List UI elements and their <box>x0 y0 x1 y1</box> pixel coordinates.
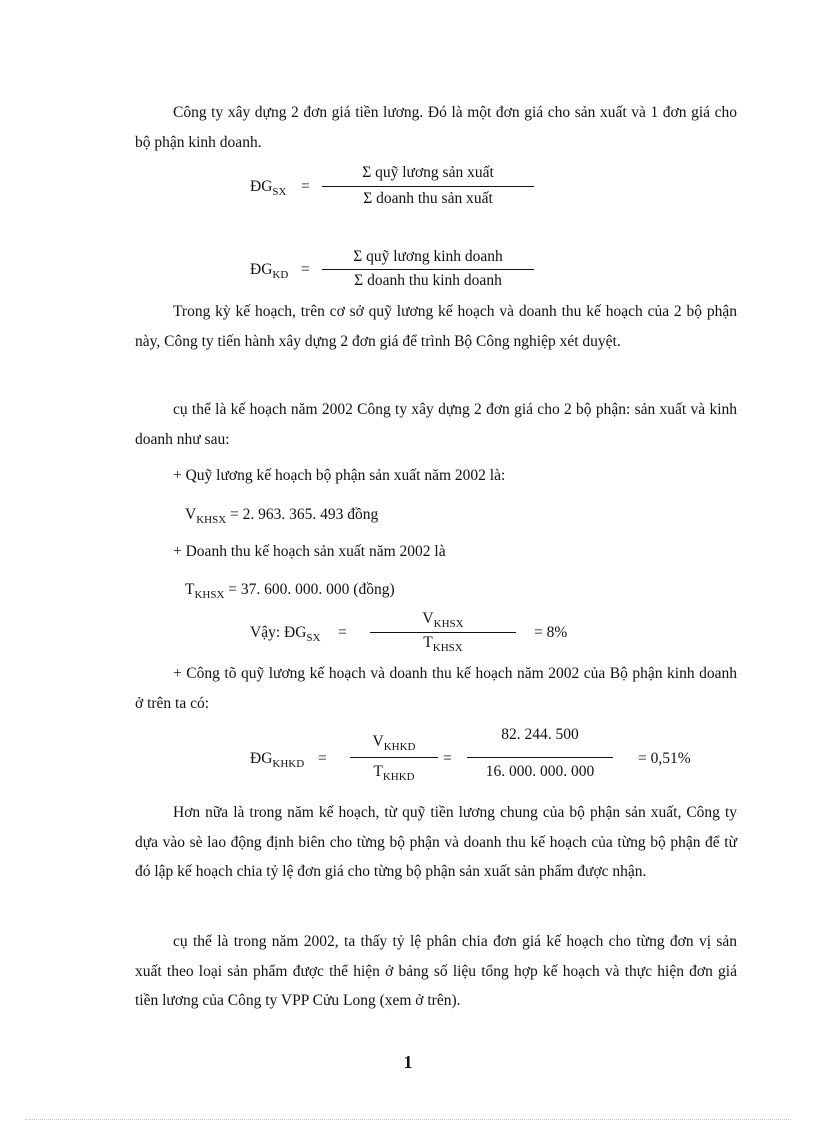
formula-vay-denominator: $T_{KHSX}$ <box>423 634 463 654</box>
item-quy-luong: + Quỹ lương kế hoạch bộ phận sản xuất năm 2002 là: <box>173 467 506 484</box>
paragraph-hon-nua: Hơn nữa là trong năm kế hoạch, từ quỹ tiền lương chung của bộ phận sản xuất, Công ty dựa vào sè lao động định biên cho từng bộ phận và doanh thu kế hoạch của từng bộ phận để từ đó lập kế hoạch chia tỷ lệ đơn giá cho từng bộ phận sản xuất sản phẩm được nhận. <box>135 804 737 880</box>
formula-dg-kd-lhs: $ĐG_{KD}$ <box>250 261 289 281</box>
formula-khkd-fraction-bar-2 <box>467 757 613 758</box>
formula-dg-kd-denominator: Σ doanh thu kinh doanh <box>354 272 502 289</box>
formula-vay-result: = 8% <box>534 624 568 641</box>
paragraph-kinh-doanh: + Công tõ quỹ lương kế hoạch và doanh thu kế hoạch năm 2002 của Bộ phận kinh doanh ở trên ta có: <box>135 665 737 712</box>
formula-khkd-equals-2: = <box>443 750 452 767</box>
paragraph-plan: Trong kỳ kế hoạch, trên cơ sở quỹ lương kế hoạch và doanh thu kế hoạch của 2 bộ phận này, Công ty tiến hành xây dựng 2 đơn giá để trình Bộ Công nghiệp xét duyệt. <box>135 303 737 350</box>
formula-khkd-fraction-bar <box>350 757 438 758</box>
formula-dg-sx-equals: = <box>301 178 310 195</box>
formula-dg-sx-fraction-bar <box>322 186 534 187</box>
paragraph-intro: Công ty xây dựng 2 đơn giá tiền lương. Đó là một đơn giá cho sản xuất và 1 đơn giá cho bộ phận kinh doanh. <box>135 104 737 151</box>
formula-khkd-equals: = <box>318 750 327 767</box>
formula-dg-sx-lhs: $ĐG_{SX}$ <box>250 178 287 198</box>
footer-divider <box>25 1119 791 1120</box>
formula-dg-kd-equals: = <box>301 261 310 278</box>
page-number: 1 <box>403 1052 413 1072</box>
formula-khkd-numerator: $V_{KHKD}$ <box>372 733 416 753</box>
formula-dg-sx-numerator: Σ quỹ lương sản xuất <box>362 164 494 181</box>
formula-khkd-lhs: $ĐG_{KHKD}$ <box>250 750 305 770</box>
formula-vay-equals: = <box>338 624 347 641</box>
value-t-khsx: $T_{KHSX} = 37$. 600. 000. 000 (đồng) <box>185 581 395 601</box>
item-doanh-thu: + Doanh thu kế hoạch sản xuất năm 2002 là <box>173 543 446 560</box>
formula-vay-numerator: $V_{KHSX}$ <box>422 610 464 630</box>
formula-khkd-result: = 0,51% <box>638 750 691 767</box>
formula-khkd-numerator-2: 82. 244. 500 <box>501 726 579 743</box>
formula-khkd-denominator: $T_{KHKD}$ <box>373 763 415 783</box>
formula-dg-sx-denominator: Σ doanh thu sản xuất <box>363 190 493 207</box>
paragraph-cu-the: cụ thể là trong năm 2002, ta thấy tỷ lệ phân chia đơn giá kế hoạch cho từng đơn vị sản xuất theo loại sản phẩm được thể hiện ở bảng số liệu tổng hợp kế hoạch và thực hiện đơn giá tiền lương của Công ty VPP Cửu Long (xem ở trên). <box>135 933 737 1009</box>
value-v-khsx: $V_{KHSX} = 2$. 963. 365. 493 đồng <box>185 506 379 526</box>
formula-dg-kd-numerator: Σ quỹ lương kinh doanh <box>353 248 503 265</box>
formula-dg-kd-fraction-bar <box>322 269 534 270</box>
formula-vay-fraction-bar <box>370 632 516 633</box>
formula-khkd-denominator-2: 16. 000. 000. 000 <box>485 763 595 780</box>
paragraph-2002: cụ thể là kế hoạch năm 2002 Công ty xây dựng 2 đơn giá cho 2 bộ phận: sản xuất và kinh doanh như sau: <box>135 401 737 448</box>
formula-vay-lhs: Vậy: $ĐG_{SX}$ <box>250 624 321 644</box>
